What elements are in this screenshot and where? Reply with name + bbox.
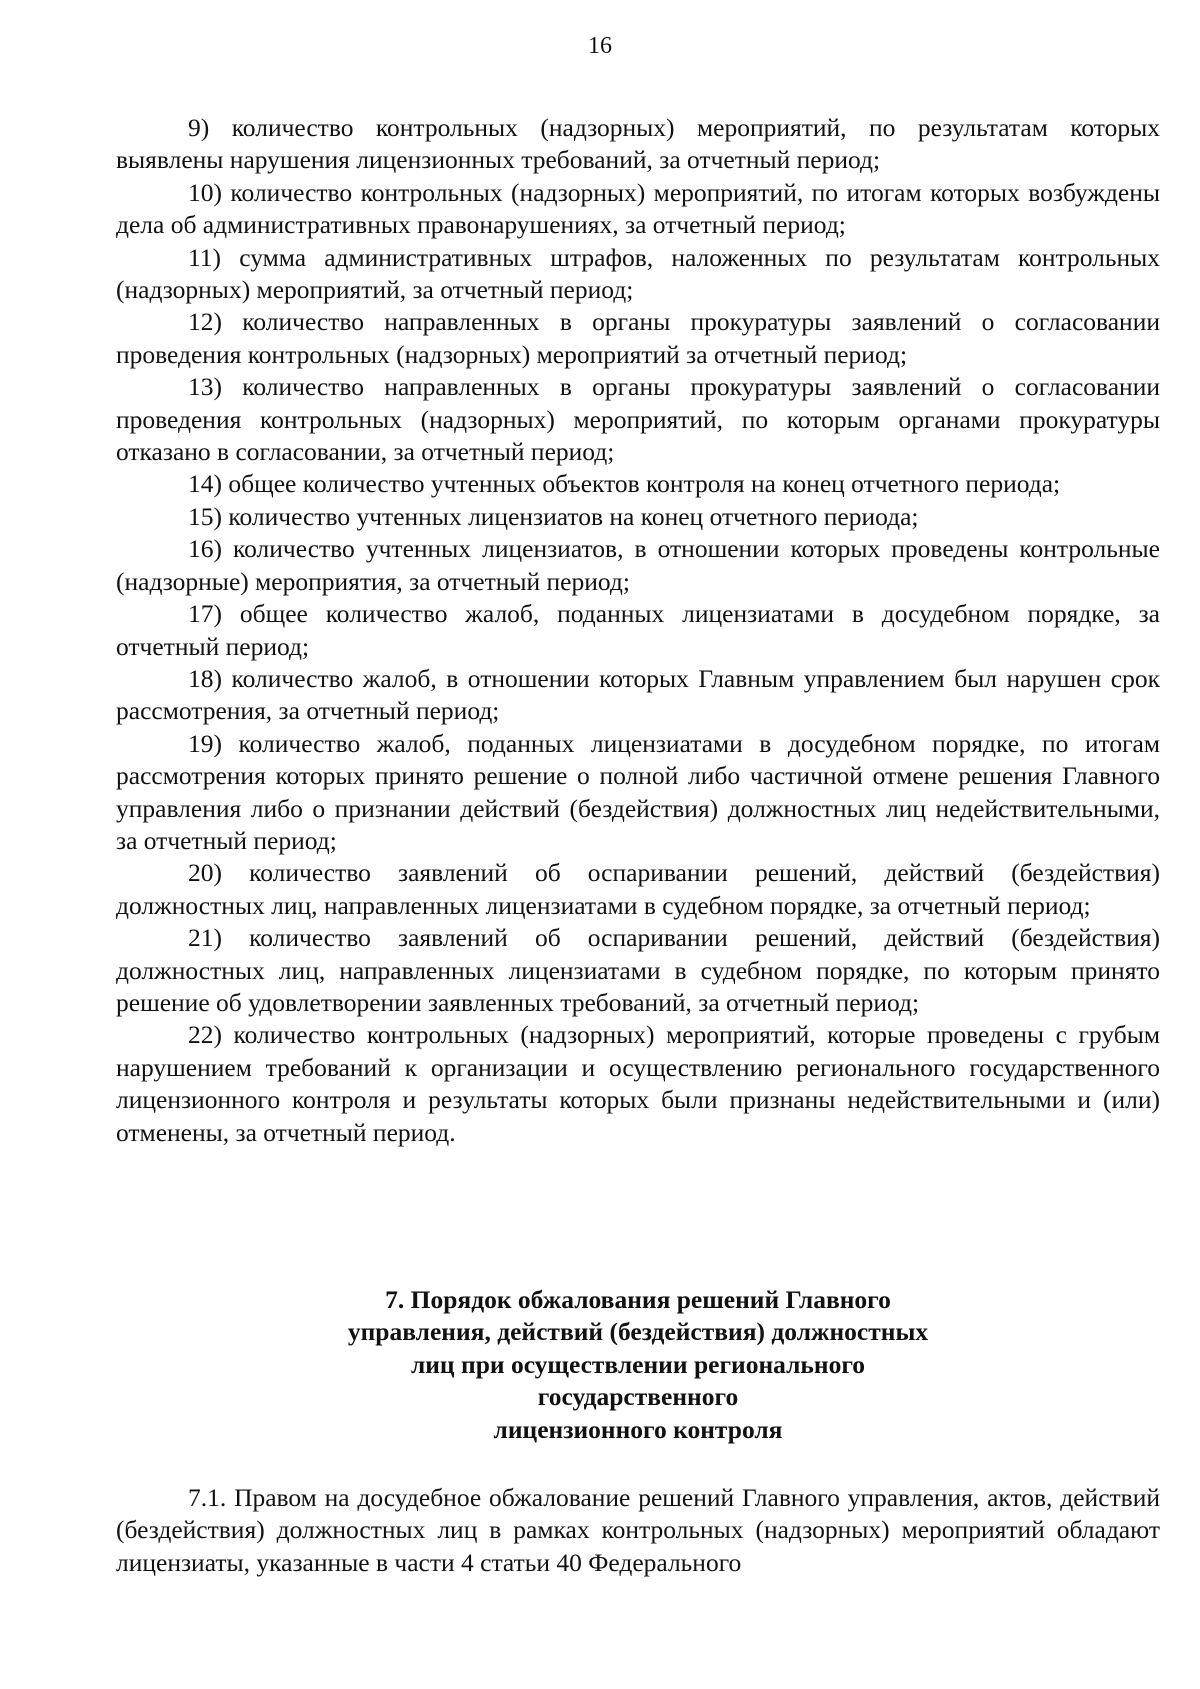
list-item: 16) количество учтенных лицензиатов, в отношении которых проведены контрольные (надзорные) мероприятия, за отчетный период; [116,534,1160,596]
section-heading-line: государственного [537,1382,739,1412]
list-item: 21) количество заявлений об оспаривании решений, действий (бездействия) должностных лиц, направленных лицензиатами в судебном порядке, по которым принято решение об удовлетворении заявленных требований, за отчетный период; [116,923,1160,1017]
paragraph-7-1: 7.1. Правом на досудебное обжалование решений Главного управления, актов, действий (бездействия) должностных лиц в рамках контрольных (надзорных) мероприятий обладают лицензиаты, указанные в части 4 статьи 40 Федерального [116,1483,1160,1577]
section-body [116,1482,1160,1579]
list-item: 14) общее количество учтенных объектов контроля на конец отчетного периода; [188,469,1061,499]
section-heading-line: лицензионного контроля [493,1414,783,1444]
section-heading-line: лиц при осуществлении регионального [410,1349,866,1379]
section-heading-line: 7. Порядок обжалования решений Главного [385,1285,891,1314]
list-item: 19) количество жалоб, поданных лицензиатами в досудебном порядке, по итогам рассмотрения которых принято решение о полной либо частичной отмене решения Главного управления либо о признании действий (бездействия) должностных лиц недействительными, за отчетный период; [116,728,1160,855]
list-item: 12) количество направленных в органы прокуратуры заявлений о согласовании проведения контрольных (надзорных) мероприятий за отчетный период; [116,307,1160,369]
list-item: 17) общее количество жалоб, поданных лицензиатами в досудебном порядке, за отчетный период; [116,599,1160,661]
section-heading-line: управления, действий (бездействия) должностных [347,1317,929,1347]
list-item: 9) количество контрольных (надзорных) мероприятий, по результатам которых выявлены нарушения лицензионных требований, за отчетный период; [116,113,1160,175]
section-heading [116,1284,1160,1446]
list-item: 13) количество направленных в органы прокуратуры заявлений о согласовании проведения контрольных (надзорных) мероприятий, по которым органами прокуратуры отказано в согласовании, за отчетный период; [116,372,1160,467]
list-item: 10) количество контрольных (надзорных) мероприятий, по итогам которых возбуждены дела об административных правонарушениях, за отчетный период; [116,177,1160,240]
indicator-list [116,112,1160,1149]
list-item: 20) количество заявлений об оспаривании решений, действий (бездействия) должностных лиц, направленных лицензиатами в судебном порядке, за отчетный период; [116,858,1160,920]
list-item: 11) сумма административных штрафов, наложенных по результатам контрольных (надзорных) мероприятий, за отчетный период; [116,242,1160,305]
list-item: 18) количество жалоб, в отношении которых Главным управлением был нарушен срок рассмотрения, за отчетный период; [116,663,1160,726]
page-number: 16 [588,33,612,59]
list-item: 15) количество учтенных лицензиатов на конец отчетного периода; [188,501,919,531]
list-item: 22) количество контрольных (надзорных) мероприятий, которые проведены с грубым нарушением требований к организации и осуществлению регионального государственного лицензионного контроля и результаты которых были признаны недействительными и (или) отменены, за отчетный период. [116,1020,1160,1147]
